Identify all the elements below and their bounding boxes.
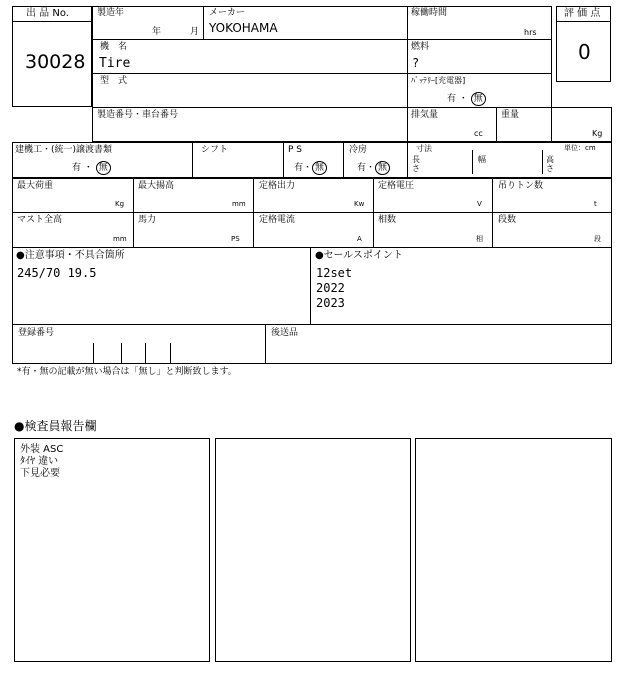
registration-row — [12, 324, 612, 364]
height-label: 高 さ — [546, 155, 554, 173]
shift-label: シフト — [201, 145, 229, 155]
hours-label: 稼働時間 — [411, 8, 448, 18]
transfer-no-circled: 無 — [96, 161, 111, 175]
caution-label: ●注意事項・不具合箇所 — [16, 250, 125, 261]
dimension-label: 寸法 — [416, 144, 432, 153]
type-label: 型 式 — [100, 76, 128, 86]
inspector-box-3 — [415, 438, 612, 662]
transfer-docs-label: 建機工・(統一)譲渡書類 — [15, 145, 113, 155]
cooling-label: 冷房 — [349, 145, 368, 155]
max-load-label: 最大荷重 — [17, 181, 54, 191]
ps-choice: 有・ 無 — [294, 161, 327, 175]
inspector-line: 下見必要 — [20, 468, 60, 479]
cooling-no-circled: 無 — [375, 161, 390, 175]
header-grid — [92, 6, 552, 142]
year-label: 製造年 — [97, 8, 125, 18]
rated-voltage-unit: V — [477, 200, 482, 208]
stages-label: 段数 — [498, 215, 517, 225]
maker-value: YOKOHAMA — [209, 21, 278, 35]
year-unit: 年 — [152, 27, 162, 37]
ps-label: P S — [288, 145, 303, 155]
sales-line: 2023 — [316, 296, 345, 310]
caution-text: 245/70 19.5 — [17, 266, 97, 280]
max-lift-unit: mm — [232, 200, 246, 208]
score-label: 評 価 点 — [564, 8, 601, 19]
mast-unit: mm — [113, 235, 127, 243]
crane-unit: t — [594, 200, 597, 208]
model-name-label: 機 名 — [100, 42, 128, 52]
serial-label: 製造番号・車台番号 — [97, 110, 179, 120]
cooling-choice: 有・ 無 — [357, 161, 390, 175]
battery-no-circled: 無 — [471, 92, 486, 106]
fuel-label: 燃料 — [411, 42, 430, 52]
inspector-title: ●検査員報告欄 — [14, 419, 97, 433]
mast-label: マスト全高 — [17, 215, 63, 225]
footnote: *有・無の記載が無い場合は「無し」と判断致します。 — [17, 367, 237, 377]
max-load-unit: Kg — [115, 200, 125, 208]
rated-output-unit: Kw — [354, 200, 365, 208]
phase-unit: 相 — [476, 235, 483, 243]
crane-label: 吊りトン数 — [498, 181, 544, 191]
lot-no-value: 30028 — [25, 51, 86, 73]
after-shipment-label: 後送品 — [271, 328, 299, 338]
dimension-unit: 単位：cm — [564, 144, 596, 152]
rated-current-label: 定格電流 — [259, 215, 296, 225]
maker-label: メーカー — [209, 8, 245, 18]
fuel-value: ? — [412, 56, 420, 70]
length-label: 長 さ — [412, 155, 420, 173]
inspector-line: 外装 ASC — [20, 444, 64, 455]
displacement-unit: cc — [474, 129, 483, 138]
battery-label: ﾊﾞｯﾃﾘｰ[充電器] — [411, 76, 466, 85]
sales-label: ●セールスポイント — [315, 250, 403, 261]
rated-current-unit: A — [357, 235, 362, 243]
max-lift-label: 最大揚高 — [138, 181, 175, 191]
model-name-value: Tire — [99, 56, 131, 71]
hours-unit: hrs — [524, 28, 537, 37]
sales-line: 2022 — [316, 281, 345, 295]
phase-label: 相数 — [378, 215, 397, 225]
rated-voltage-label: 定格電圧 — [378, 181, 415, 191]
weight-unit: Kg — [592, 129, 603, 138]
inspector-line: ﾀｲﾔ 違い — [20, 456, 59, 467]
weight-label: 重量 — [501, 110, 520, 120]
stages-unit: 段 — [594, 235, 601, 243]
battery-choice: 有 ・ 無 — [447, 92, 486, 106]
horsepower-label: 馬力 — [138, 215, 157, 225]
horsepower-unit: PS — [231, 235, 240, 243]
inspector-box-2 — [215, 438, 411, 662]
sales-line: 12set — [316, 266, 353, 280]
rated-output-label: 定格出力 — [259, 181, 296, 191]
ps-no-circled: 無 — [312, 161, 327, 175]
displacement-label: 排気量 — [411, 110, 439, 120]
lot-no-label: 出 品 No. — [26, 8, 69, 19]
width-label: 幅 — [478, 155, 486, 164]
score-value: 0 — [578, 40, 591, 64]
transfer-docs-choice: 有 ・ 無 — [72, 161, 111, 175]
registration-label: 登録番号 — [18, 328, 55, 338]
month-unit: 月 — [190, 27, 200, 37]
